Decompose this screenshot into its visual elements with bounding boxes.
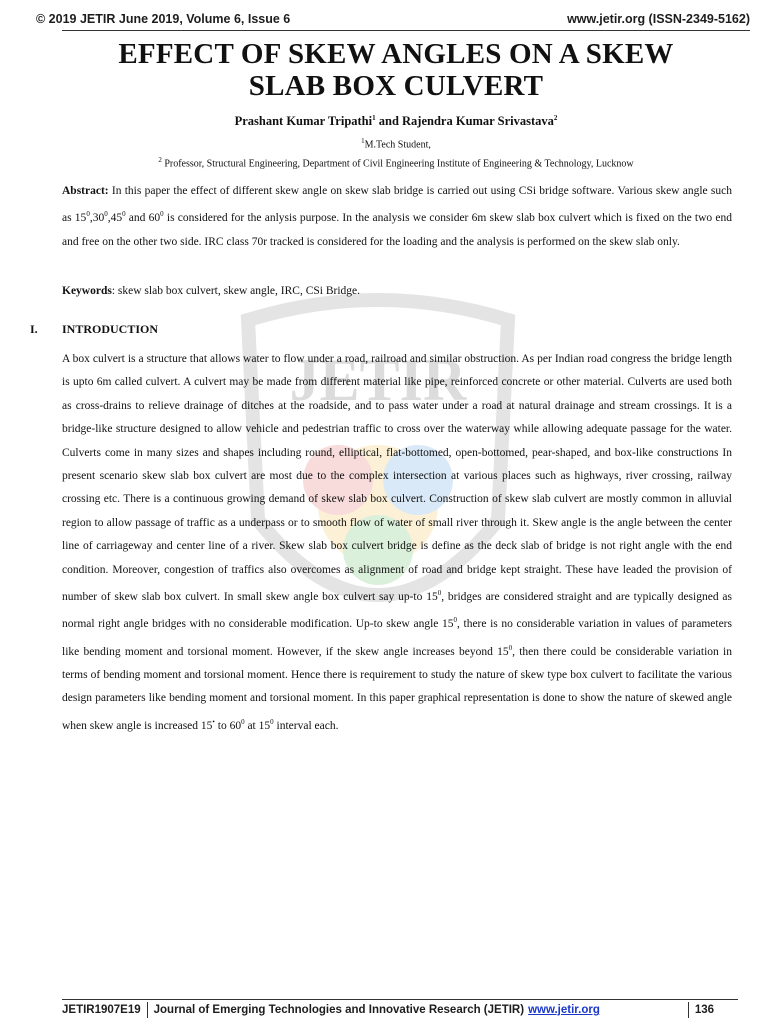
affiliation-2-text: Professor, Structural Engineering, Department of Civil Engineering Institute of Engineering & Technology, Lucknow xyxy=(161,158,634,170)
author-1: Prashant Kumar Tripathi xyxy=(234,114,373,129)
abstract-text-b: is considered for the anlysis purpose. In the analysis we consider 6m skew slab box culvert which is fixed on the two end and free on the other two side. IRC class 70r tracked is considered for the loading and the analysis is performed on the skew slab only. xyxy=(62,212,732,248)
abstract-s3: ,45 xyxy=(107,212,123,225)
affiliation-2-sup: 2 xyxy=(158,156,162,164)
footer-rule xyxy=(62,999,738,1000)
keywords-text: : skew slab box culvert, skew angle, IRC, CSi Bridge. xyxy=(111,285,361,297)
footer-link[interactable]: www.jetir.org xyxy=(528,1004,600,1016)
intro-sup-4: • xyxy=(212,717,215,726)
abstract-sup-2: 0 xyxy=(104,210,108,219)
abstract-text-a: In this paper the effect of different skew angle on skew slab bridge is carried out using CSi bridge software. Various skew angle such as 15 xyxy=(62,185,732,225)
intro-sup-3: 0 xyxy=(508,643,513,652)
footer-divider xyxy=(147,1002,148,1018)
intro-sup-2: 0 xyxy=(453,616,457,625)
page-footer xyxy=(62,1001,738,1019)
section-heading: INTRODUCTION xyxy=(62,322,159,336)
abstract-sup-3: 0 xyxy=(122,210,126,219)
affiliation-1 xyxy=(60,137,732,150)
author-1-sup: 1 xyxy=(372,114,376,122)
author-2: Rajendra Kumar Srivastava xyxy=(402,114,554,129)
title-line-1: EFFECT OF SKEW ANGLES ON A SKEW xyxy=(118,38,674,70)
authors xyxy=(60,114,732,129)
footer-page-number: 136 xyxy=(694,1004,714,1016)
intro-part-2: , bridges are considered straight and are typically designed as normal right angle bridges with no considerable modification. Up-to skew angle 15 xyxy=(62,590,732,631)
introduction-paragraph xyxy=(62,348,732,738)
authors-and: and xyxy=(375,114,403,129)
intro-part-5: to 60 xyxy=(214,719,242,732)
abstract-label: Abstract: xyxy=(62,185,109,197)
keywords xyxy=(62,281,732,301)
intro-sup-1: 0 xyxy=(437,589,442,598)
header-right: www.jetir.org (ISSN-2349-5162) xyxy=(567,12,750,26)
affiliation-1-sup: 1 xyxy=(361,137,365,145)
intro-part-4: , then there could be considerable variation in terms of bending moment and torsional moment. Hence there is requirement to study the nature of skew type box culvert to facilitate the various design parameters like bending moment and torsional moment. In this paper graphical representation is done to show the nature of skewed angle when skew angle is increased 15 xyxy=(62,645,732,732)
page-header xyxy=(36,8,750,30)
header-rule xyxy=(62,30,750,31)
intro-part-1: A box culvert is a structure that allows water to flow under a road, railroad and similar obstruction. As per Indian road congress the bridge length is upto 6m called culvert. A culvert may be made from different material like pipe, reinforced concrete or other material. Culverts are used both as cross-drains to relieve drainage of ditches at the roadside, and to pass water under a road at natural drainage and stream crossings. It is a bridge-like structure designed to allow vehicle and pedestrian traffic to cross over the waterway while allowing adequate passage for the water. Culverts come in many sizes and shapes including round, elliptical, flat-bottomed, open-bottomed, pear-shaped, and box-like constructions In present scenario skew slab box culvert are most due to the complex intersection at various places such as highways, river crossing, railway crossing etc. There is a continuous growing demand of skew slab box culvert. Construction of skew slab culvert are mostly common in alluvial region to allow passage of traffic as a underpass or to smooth flow of water of small river through it. Skew angle is the angle between the center line of carriageway and center line of a river. Skew slab box culvert bridge is define as the deck slab of bridge is not right angle with the end condition. Moreover, congestion of traffics also overcomes as alignment of road and bridge kept straight. These have leaded the provision of number of skew slab box culvert. In small skew angle box culvert say up-to 15 xyxy=(62,353,732,603)
footer-divider-2 xyxy=(688,1002,689,1018)
abstract-sup-1: 0 xyxy=(86,210,90,219)
footer-journal: Journal of Emerging Technologies and Innovative Research (JETIR) xyxy=(153,1004,525,1016)
watermark-text: JETIR xyxy=(289,347,467,413)
abstract xyxy=(62,180,732,254)
affiliation-1-text: M.Tech Student, xyxy=(364,139,431,151)
intro-part-7: interval each. xyxy=(273,719,339,732)
author-2-sup: 2 xyxy=(553,114,558,122)
footer-paper-id: JETIR1907E19 xyxy=(62,1004,141,1016)
intro-part-6: at 15 xyxy=(244,719,271,732)
section-number: I. xyxy=(30,322,38,336)
affiliation-2 xyxy=(60,156,732,169)
abstract-s4: and 60 xyxy=(125,212,161,225)
keywords-label: Keywords xyxy=(62,285,112,297)
abstract-s2: ,30 xyxy=(89,212,105,225)
paper-title xyxy=(60,38,732,102)
header-left: © 2019 JETIR June 2019, Volume 6, Issue 6 xyxy=(36,12,291,26)
intro-sup-5: 0 xyxy=(241,717,245,726)
abstract-sup-4: 0 xyxy=(160,210,164,219)
title-line-2: SLAB BOX CULVERT xyxy=(248,70,544,102)
intro-part-3: , there is no considerable variation in values of parameters like bending moment and torsional moment. However, if the skew angle increases beyond 15 xyxy=(62,618,732,658)
intro-sup-6: 0 xyxy=(270,717,274,726)
